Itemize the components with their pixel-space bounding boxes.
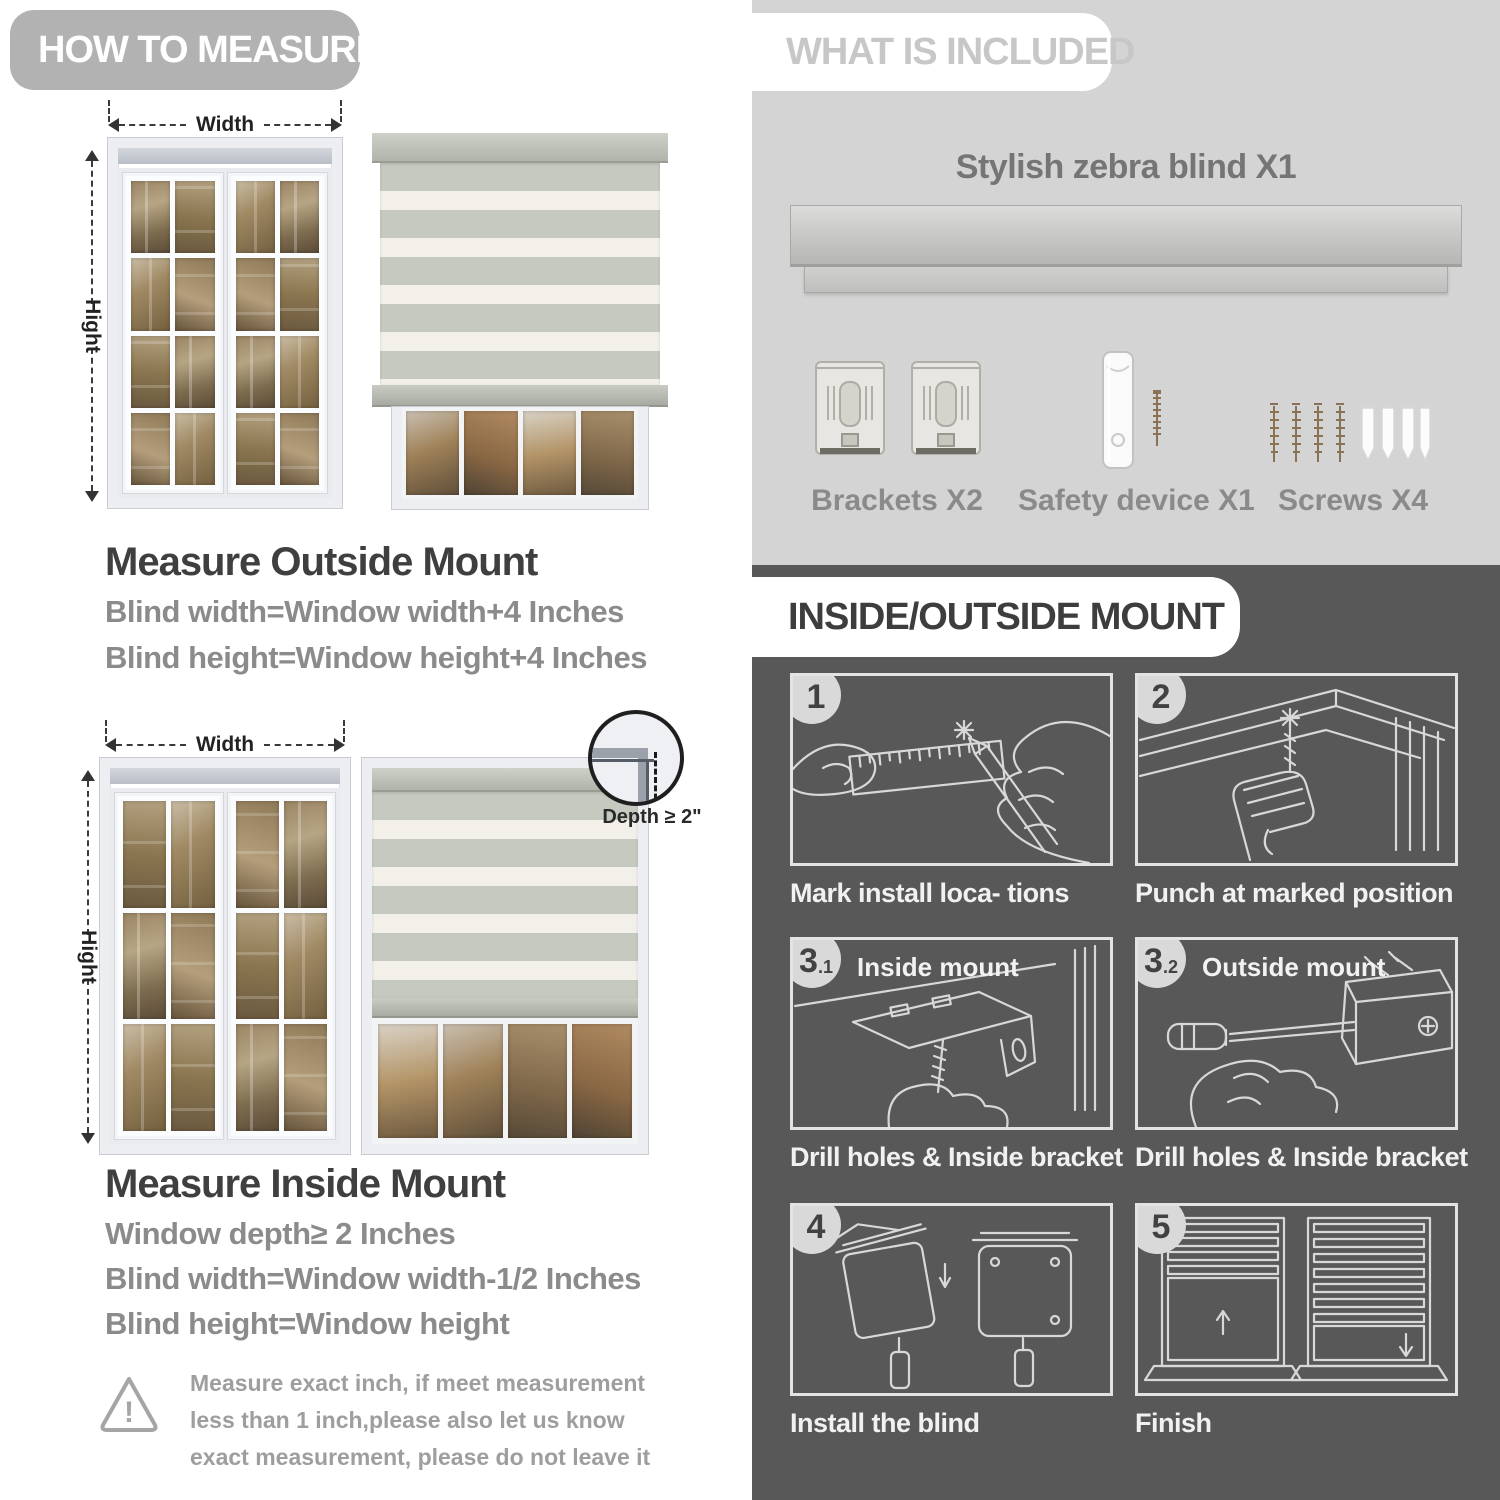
step-3-2-panel [1135, 937, 1458, 1130]
inside-formula-depth: Window depth≥ 2 Inches [105, 1216, 456, 1251]
step-1-panel [790, 673, 1113, 866]
warning-triangle-icon [96, 1372, 162, 1438]
step-3-1-panel [790, 937, 1113, 1130]
window-pane [280, 413, 319, 485]
step-3-2-caption: Drill holes & Inside bracket [1135, 1142, 1468, 1172]
window-pane [175, 336, 214, 408]
window-pane [406, 411, 459, 495]
step-number-badge: 4 [790, 1203, 841, 1254]
safety-device-icon [1095, 348, 1185, 474]
depth-dashed-line [654, 752, 657, 806]
window-pane [175, 258, 214, 330]
window-pane [236, 413, 275, 485]
width-arrow-outside [108, 112, 342, 138]
window-head-bar [118, 148, 332, 164]
how-to-measure-banner [10, 10, 381, 90]
brackets-icon [812, 356, 984, 464]
window-pane [280, 181, 319, 253]
step-5-panel [1135, 1203, 1458, 1396]
window-pane [284, 913, 327, 1020]
window-sash [228, 793, 336, 1139]
window-pane [236, 913, 279, 1020]
window-sash [123, 173, 223, 493]
inside-outside-mount-banner [752, 577, 1240, 657]
step-5 [1135, 1203, 1458, 1439]
window-pane [523, 411, 576, 495]
window-pane [378, 1024, 438, 1138]
window-under-blind [392, 407, 648, 509]
window-pane [175, 413, 214, 485]
what-is-included-title: WHAT IS INCLUDED [786, 30, 1135, 73]
install-blind-illustration [793, 1206, 1110, 1393]
step-number-badge: 2 [1135, 673, 1186, 724]
window-pane [123, 913, 166, 1020]
arrowhead-down-icon [85, 491, 99, 502]
safety-device-label: Safety device X1 [1018, 484, 1255, 517]
window-pane [508, 1024, 568, 1138]
step-number-badge: 1 [790, 673, 841, 724]
window-pane [236, 801, 279, 908]
step-3-1-caption: Drill holes & Inside bracket [790, 1142, 1123, 1172]
window-pane [171, 801, 214, 908]
window-illustration-outside [108, 138, 342, 508]
mark-locations-illustration [793, 676, 1110, 863]
window-pane [280, 258, 319, 330]
screws-icon [1262, 392, 1432, 472]
window-pane [572, 1024, 632, 1138]
window-pane [131, 258, 170, 330]
window-illustration-inside [100, 758, 350, 1154]
step-1 [790, 673, 1113, 909]
step-4-panel [790, 1203, 1113, 1396]
measure-tick [343, 720, 345, 742]
svg-text:!: ! [124, 1396, 134, 1429]
window-pane [131, 181, 170, 253]
window-pane [236, 1024, 279, 1131]
blind-bottom-rail [372, 998, 638, 1018]
window-pane [443, 1024, 503, 1138]
step-3-2-title: Outside mount [1202, 952, 1386, 982]
window-pane [464, 411, 517, 495]
what-is-included-banner [752, 13, 1135, 91]
step-5-caption: Finish [1135, 1408, 1212, 1438]
depth-magnifier [588, 710, 684, 806]
window-pane [131, 336, 170, 408]
brackets-label: Brackets X2 [811, 484, 983, 517]
measure-tick [340, 100, 342, 122]
step-2-panel [1135, 673, 1458, 866]
arrowhead-up-icon [81, 770, 95, 781]
height-arrow-inside [76, 770, 100, 1144]
inside-outside-mount-title: INSIDE/OUTSIDE MOUNT [788, 595, 1225, 638]
step-4 [790, 1203, 1113, 1439]
window-sash [115, 793, 223, 1139]
window-head-bar [110, 768, 340, 784]
step-3-1 [790, 937, 1123, 1173]
screws-label: Screws X4 [1277, 484, 1429, 517]
height-arrow-outside [80, 150, 104, 502]
window-under-blind [372, 1018, 638, 1144]
height-label: Hight [77, 930, 100, 984]
step-2-caption: Punch at marked position [1135, 878, 1454, 908]
step-3-1-title: Inside mount [857, 952, 1019, 982]
step-number-badge: 3 .2 [1135, 937, 1186, 988]
step-number-badge: 3 .1 [790, 937, 841, 988]
window-pane [280, 336, 319, 408]
step-4-caption: Install the blind [790, 1408, 980, 1438]
measure-tick [108, 100, 110, 122]
window-pane [123, 1024, 166, 1131]
window-pane [236, 258, 275, 330]
blind-bottom-rail [372, 385, 668, 407]
width-arrow-inside [105, 732, 345, 758]
step-number-badge: 5 [1135, 1203, 1186, 1254]
width-label: Width [195, 113, 255, 136]
arrowhead-down-icon [81, 1133, 95, 1144]
blind-item-label: Stylish zebra blind X1 [955, 148, 1297, 186]
step-1-caption: Mark install loca- tions [790, 878, 1070, 908]
outside-formula-height: Blind height=Window height+4 Inches [105, 640, 647, 675]
window-pane [131, 413, 170, 485]
zebra-blind-headrail [790, 205, 1462, 293]
blind-fabric [380, 163, 660, 385]
zebra-blind-illustration-outside [372, 133, 668, 509]
window-pane [123, 801, 166, 908]
step-2 [1135, 673, 1458, 909]
how-to-measure-title: HOW TO MEASURE [38, 28, 381, 71]
inside-mount-heading: Measure Inside Mount [105, 1162, 506, 1206]
window-pane [171, 1024, 214, 1131]
height-label: Hight [81, 299, 104, 353]
warning-text: Measure exact inch, if meet measurement less than 1 inch,please also let us know exact measurement, please do not leave it [190, 1370, 651, 1470]
inside-formula-height: Blind height=Window height [105, 1306, 510, 1341]
finish-illustration [1138, 1206, 1455, 1393]
window-sash [228, 173, 328, 493]
window-pane [236, 181, 275, 253]
blind-cassette [372, 133, 668, 163]
punch-holes-illustration [1138, 676, 1455, 863]
window-pane [581, 411, 634, 495]
outside-formula-width: Blind width=Window width+4 Inches [105, 594, 624, 629]
window-pane [284, 801, 327, 908]
step-3-2 [1135, 937, 1468, 1173]
width-label: Width [195, 733, 255, 756]
depth-label: Depth ≥ 2" [602, 806, 702, 828]
outside-mount-heading: Measure Outside Mount [105, 540, 538, 584]
arrowhead-up-icon [85, 150, 99, 161]
measure-tick [105, 720, 107, 742]
window-pane [284, 1024, 327, 1131]
window-pane [236, 336, 275, 408]
window-pane [175, 181, 214, 253]
window-pane [171, 913, 214, 1020]
inside-formula-width: Blind width=Window width-1/2 Inches [105, 1261, 641, 1296]
